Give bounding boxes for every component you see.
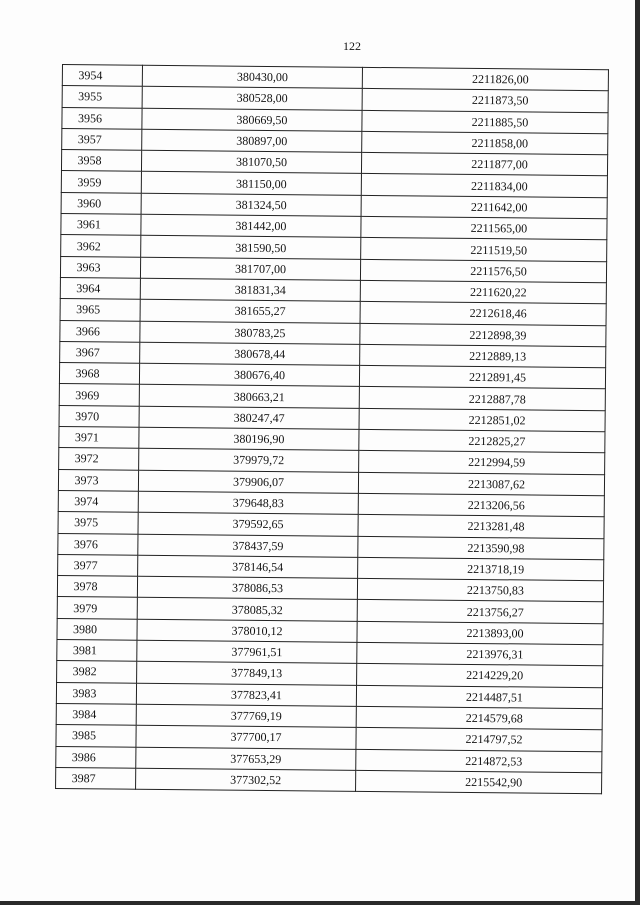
x-coordinate-cell: 377653,29 xyxy=(136,747,356,770)
x-coordinate-cell: 380663,21 xyxy=(139,385,359,408)
point-number-cell: 3964 xyxy=(60,277,140,299)
point-number-cell: 3975 xyxy=(58,512,138,534)
y-coordinate-cell: 2211642,00 xyxy=(361,195,607,219)
y-coordinate-cell: 2212887,78 xyxy=(359,387,605,411)
y-coordinate-cell: 2213718,19 xyxy=(358,557,604,581)
point-number-cell: 3974 xyxy=(58,490,138,512)
point-number-cell: 3966 xyxy=(60,320,140,342)
scan-bottom-edge xyxy=(0,901,640,905)
point-number-cell: 3983 xyxy=(56,682,136,704)
table-row xyxy=(56,767,602,794)
point-number-cell: 3970 xyxy=(59,405,139,427)
y-coordinate-cell: 2211565,00 xyxy=(361,216,607,240)
point-number-cell: 3963 xyxy=(60,256,140,278)
point-number-cell: 3965 xyxy=(60,299,140,321)
x-coordinate-cell: 377849,13 xyxy=(137,662,357,685)
x-coordinate-cell: 378437,59 xyxy=(138,534,358,557)
x-coordinate-cell: 381324,50 xyxy=(141,193,361,216)
x-coordinate-cell: 380430,00 xyxy=(142,65,362,88)
y-coordinate-cell: 2212994,59 xyxy=(359,451,605,475)
x-coordinate-cell: 381655,27 xyxy=(140,300,360,323)
page-number: 122 xyxy=(343,39,361,53)
point-number-cell: 3977 xyxy=(58,554,138,576)
x-coordinate-cell: 381070,50 xyxy=(141,150,361,173)
y-coordinate-cell: 2213756,27 xyxy=(357,600,603,624)
y-coordinate-cell: 2211576,50 xyxy=(360,259,606,283)
point-number-cell: 3969 xyxy=(59,384,139,406)
x-coordinate-cell: 381831,34 xyxy=(140,278,360,301)
point-number-cell: 3957 xyxy=(62,128,142,150)
point-number-cell: 3959 xyxy=(61,171,141,193)
y-coordinate-cell: 2212851,02 xyxy=(359,408,605,432)
x-coordinate-cell: 378085,32 xyxy=(137,598,357,621)
y-coordinate-cell: 2212618,46 xyxy=(360,302,606,326)
x-coordinate-cell: 381590,50 xyxy=(141,236,361,259)
x-coordinate-cell: 379906,07 xyxy=(138,470,358,493)
y-coordinate-cell: 2211877,00 xyxy=(361,153,607,177)
point-number-cell: 3978 xyxy=(57,576,137,598)
point-number-cell: 3968 xyxy=(59,363,139,385)
x-coordinate-cell: 381150,00 xyxy=(141,172,361,195)
y-coordinate-cell: 2212898,39 xyxy=(360,323,606,347)
x-coordinate-cell: 378146,54 xyxy=(138,555,358,578)
y-coordinate-cell: 2213750,83 xyxy=(357,578,603,602)
x-coordinate-cell: 378010,12 xyxy=(137,619,357,642)
x-coordinate-cell: 377700,17 xyxy=(136,725,356,748)
point-number-cell: 3981 xyxy=(57,639,137,661)
y-coordinate-cell: 2214229,20 xyxy=(357,664,603,688)
x-coordinate-cell: 377302,52 xyxy=(136,768,356,791)
y-coordinate-cell: 2211885,50 xyxy=(362,110,608,134)
point-number-cell: 3962 xyxy=(61,235,141,257)
y-coordinate-cell: 2211620,22 xyxy=(360,280,606,304)
y-coordinate-cell: 2213893,00 xyxy=(357,621,603,645)
coordinates-table xyxy=(55,64,609,794)
y-coordinate-cell: 2214579,68 xyxy=(356,706,602,730)
point-number-cell: 3980 xyxy=(57,618,137,640)
x-coordinate-cell: 380783,25 xyxy=(140,321,360,344)
point-number-cell: 3958 xyxy=(61,150,141,172)
x-coordinate-cell: 380196,90 xyxy=(139,427,359,450)
point-number-cell: 3979 xyxy=(57,597,137,619)
x-coordinate-cell: 377823,41 xyxy=(136,683,356,706)
point-number-cell: 3982 xyxy=(57,661,137,683)
y-coordinate-cell: 2213976,31 xyxy=(357,642,603,666)
point-number-cell: 3976 xyxy=(58,533,138,555)
y-coordinate-cell: 2211519,50 xyxy=(361,238,607,262)
y-coordinate-cell: 2215542,90 xyxy=(356,770,602,794)
point-number-cell: 3971 xyxy=(59,427,139,449)
x-coordinate-cell: 381707,00 xyxy=(140,257,360,280)
y-coordinate-cell: 2213206,56 xyxy=(358,493,604,517)
point-number-cell: 3973 xyxy=(58,469,138,491)
x-coordinate-cell: 380897,00 xyxy=(142,129,362,152)
point-number-cell: 3987 xyxy=(56,767,136,789)
y-coordinate-cell: 2214872,53 xyxy=(356,749,602,773)
x-coordinate-cell: 380678,44 xyxy=(140,342,360,365)
coordinates-table-body xyxy=(56,65,609,794)
point-number-cell: 3985 xyxy=(56,725,136,747)
x-coordinate-cell: 381442,00 xyxy=(141,214,361,237)
y-coordinate-cell: 2214487,51 xyxy=(356,685,602,709)
y-coordinate-cell: 2213281,48 xyxy=(358,515,604,539)
point-number-cell: 3956 xyxy=(62,107,142,129)
point-number-cell: 3967 xyxy=(60,341,140,363)
y-coordinate-cell: 2211834,00 xyxy=(361,174,607,198)
x-coordinate-cell: 379648,83 xyxy=(138,491,358,514)
y-coordinate-cell: 2211873,50 xyxy=(362,89,608,113)
x-coordinate-cell: 380669,50 xyxy=(142,108,362,131)
y-coordinate-cell: 2213590,98 xyxy=(358,536,604,560)
x-coordinate-cell: 379592,65 xyxy=(138,512,358,535)
x-coordinate-cell: 380528,00 xyxy=(142,87,362,110)
point-number-cell: 3955 xyxy=(62,86,142,108)
x-coordinate-cell: 379979,72 xyxy=(139,449,359,472)
y-coordinate-cell: 2212891,45 xyxy=(359,366,605,390)
point-number-cell: 3972 xyxy=(59,448,139,470)
point-number-cell: 3960 xyxy=(61,192,141,214)
y-coordinate-cell: 2213087,62 xyxy=(358,472,604,496)
y-coordinate-cell: 2211826,00 xyxy=(362,67,608,91)
x-coordinate-cell: 380676,40 xyxy=(139,363,359,386)
y-coordinate-cell: 2212889,13 xyxy=(360,344,606,368)
x-coordinate-cell: 377961,51 xyxy=(137,640,357,663)
y-coordinate-cell: 2212825,27 xyxy=(359,429,605,453)
y-coordinate-cell: 2214797,52 xyxy=(356,728,602,752)
x-coordinate-cell: 377769,19 xyxy=(136,704,356,727)
point-number-cell: 3984 xyxy=(56,703,136,725)
scan-right-edge xyxy=(635,0,640,905)
point-number-cell: 3954 xyxy=(62,65,142,87)
y-coordinate-cell: 2211858,00 xyxy=(362,131,608,155)
point-number-cell: 3961 xyxy=(61,214,141,236)
coordinates-table-wrapper xyxy=(55,64,608,825)
x-coordinate-cell: 380247,47 xyxy=(139,406,359,429)
point-number-cell: 3986 xyxy=(56,746,136,768)
x-coordinate-cell: 378086,53 xyxy=(137,576,357,599)
